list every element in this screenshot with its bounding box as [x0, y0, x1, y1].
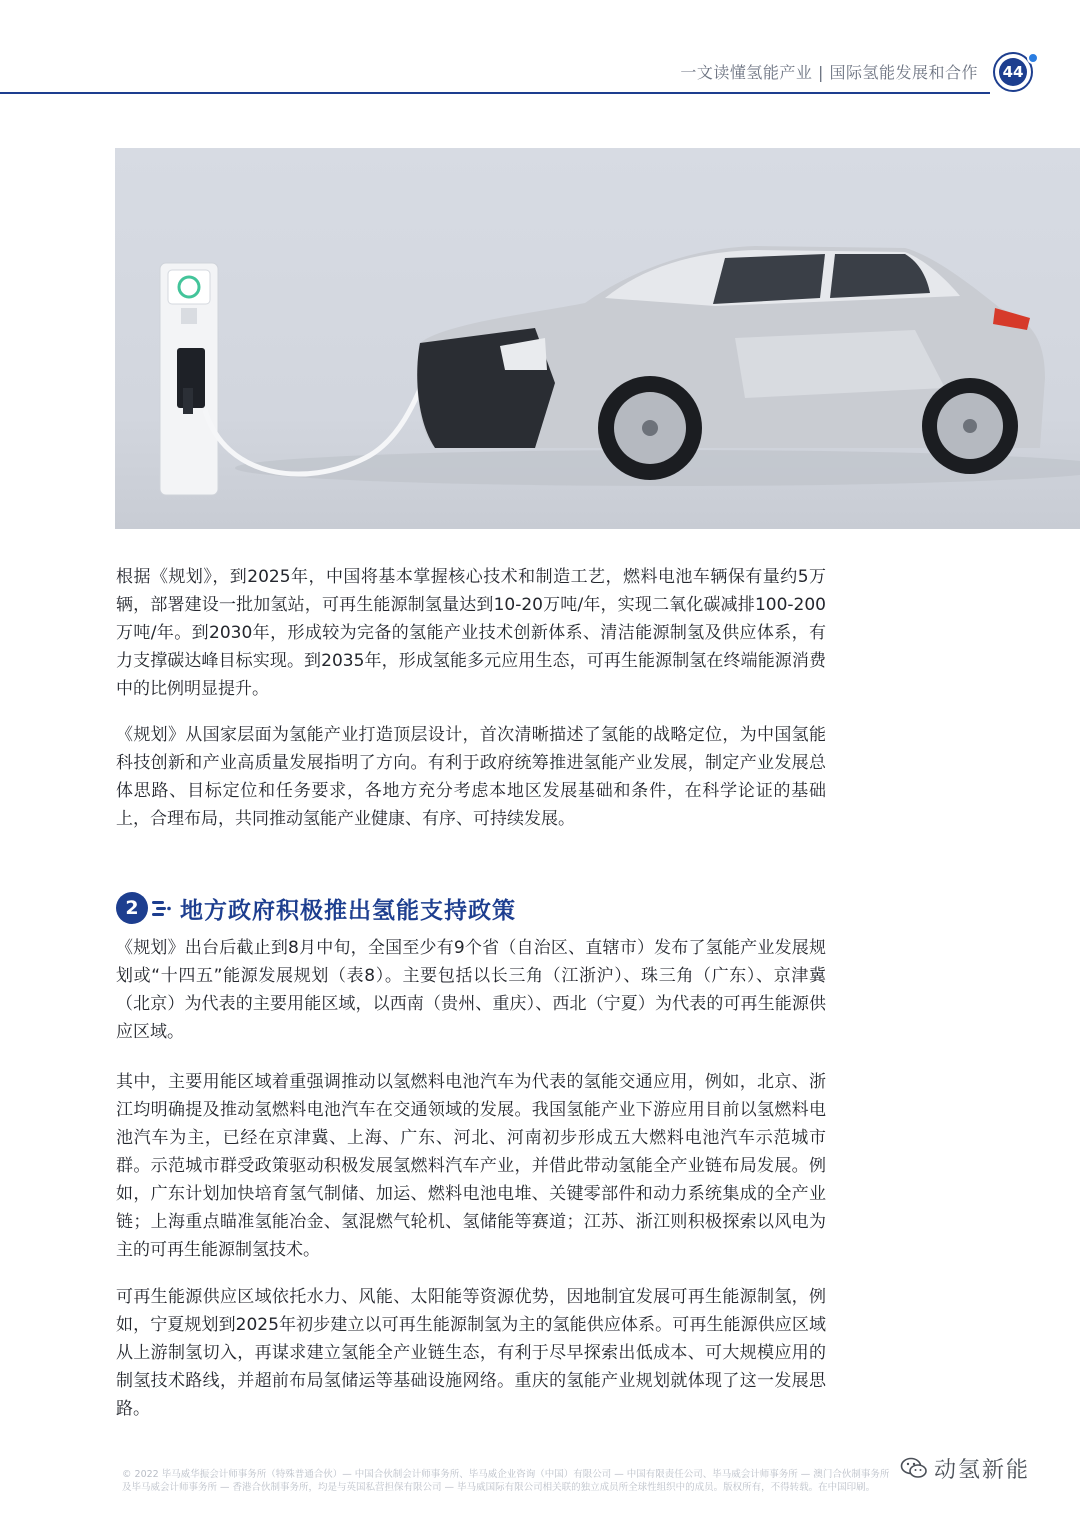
page-number-badge: [993, 52, 1033, 92]
paragraph-energy-consuming-regions: 其中，主要用能区域着重强调推动以氢燃料电池汽车为代表的氢能交通应用，例如，北京、浙江均明确提及推动氢燃料电池汽车在交通领域的发展。我国氢能产业下游应用目前以氢燃料电池汽车为主，已经在京津冀、上海、广东、河北、河南初步形成五大燃料电池汽车示范城市群。示范城市群受政策驱动积极发展氢燃料汽车产业，并借此带动氢能全产业链布局发展。例如，广东计划加快培育氢气制储、加运、燃料电池电堆、关键零部件和动力系统集成的全产业链；上海重点瞄准氢能冶金、氢混燃气轮机、氢储能等赛道；江苏、浙江则积极探索以风电为主的可再生能源制氢技术。: [116, 1072, 826, 1260]
paragraph-plan-targets: 根据《规划》，到2025年，中国将基本掌握核心技术和制造工艺，燃料电池车辆保有量约5万辆，部署建设一批加氢站，可再生能源制氢量达到10-20万吨/年，实现二氧化碳减排100-200万吨/年。到2030年，形成较为完备的氢能产业技术创新体系、清洁能源制氢及供应体系，有力支撑碳达峰目标实现。到2035年，形成氢能多元应用生态，可再生能源制氢在终端能源消费中的比例明显提升。: [116, 567, 826, 699]
wechat-icon: [900, 1456, 928, 1480]
watermark-text: 动氢新能: [934, 1457, 1031, 1483]
car-charging-illustration: [115, 148, 1080, 529]
badge-dot-icon: [1027, 52, 1039, 64]
paragraph-provincial-plans: 《规划》出台后截止到8月中旬，全国至少有9个省（自治区、直辖市）发布了氢能产业发展规划或“十四五”能源发展规划（表8）。主要包括以长三角（江浙沪）、珠三角（广东）、京津冀（北京）为代表的主要用能区域，以西南（贵州、重庆）、西北（宁夏）为代表的可再生能源供应区域。: [116, 938, 826, 1042]
footer-line-1: © 2022 毕马威华振会计师事务所（特殊普通合伙）— 中国合伙制会计师事务所、毕马威企业咨询（中国）有限公司 — 中国有限责任公司、毕马威会计师事务所 — 澳门合伙制事务所: [122, 1469, 890, 1480]
speed-lines-icon: [150, 896, 172, 920]
header-rule: [0, 92, 990, 94]
copyright-footer: [122, 1468, 962, 1494]
suv-car-icon: [417, 246, 1045, 480]
footer-line-2: 及毕马威会计师事务所 — 香港合伙制事务所，均是与英国私营担保有限公司 — 毕马威国际有限公司相关联的独立成员所全球性组织中的成员。版权所有，不得转载。在中国印刷。: [122, 1482, 876, 1493]
charging-station-icon: [160, 263, 218, 495]
paragraph-renewable-supply-regions: 可再生能源供应区域依托水力、风能、太阳能等资源优势，因地制宜发展可再生能源制氢，例如，宁夏规划到2025年初步建立以可再生能源制氢为主的氢能供应体系。可再生能源供应区域从上游制氢切入，再谋求建立氢能全产业链生态，有利于尽早探索出低成本、可大规模应用的制氢技术路线，并超前布局氢储运等基础设施网络。重庆的氢能产业规划就体现了这一发展思路。: [116, 1287, 826, 1419]
watermark: [900, 1452, 1030, 1484]
paragraph-plan-significance: 《规划》从国家层面为氢能产业打造顶层设计，首次清晰描述了氢能的战略定位，为中国氢能科技创新和产业高质量发展指明了方向。有利于政府统筹推进氢能产业发展，制定产业发展总体思路、目标定位和任务要求，各地方充分考虑本地区发展基础和条件，在科学论证的基础上，合理布局，共同推动氢能产业健康、有序、可持续发展。: [116, 725, 826, 829]
section-number: 2: [116, 892, 148, 924]
section-heading: [116, 888, 516, 928]
running-header: 一文读懂氢能产业 | 国际氢能发展和合作: [680, 63, 978, 82]
section-title: 地方政府积极推出氢能支持政策: [180, 897, 516, 924]
page-number: 44: [999, 58, 1027, 86]
hero-image-car-charging: [115, 148, 1080, 529]
